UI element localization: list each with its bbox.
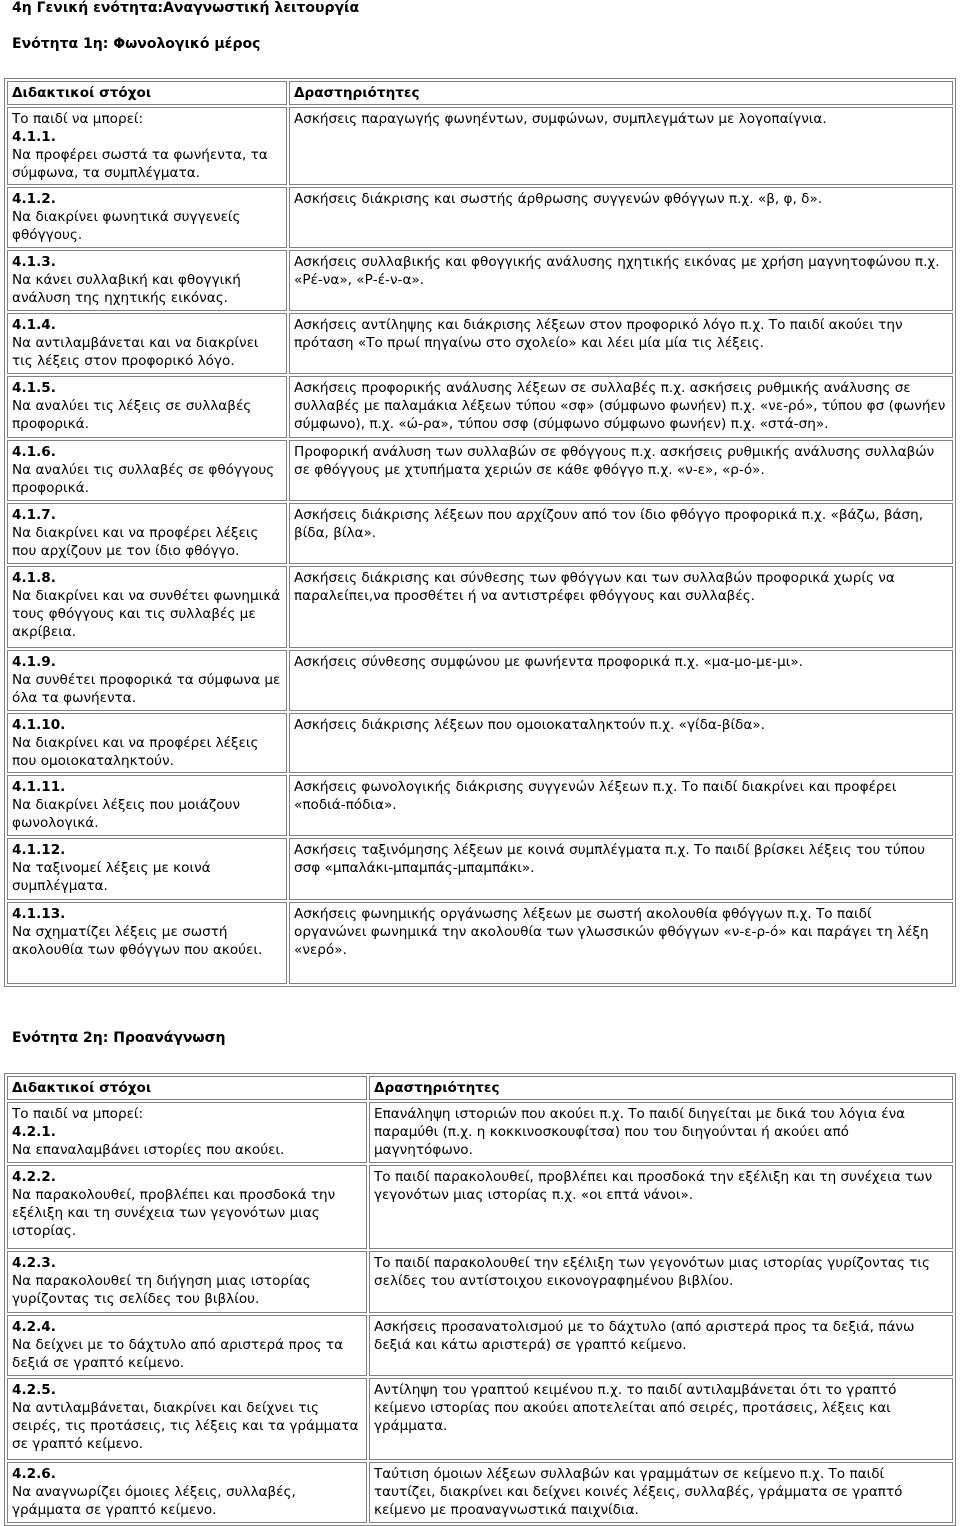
goal-cell [7, 250, 287, 311]
goal-cell [7, 902, 287, 984]
goal-text: Να κάνει συλλαβική και φθογγική ανάλυση της ηχητικής εικόνας. [12, 272, 241, 306]
activity-text: Ασκήσεις διάκρισης λέξεων που ομοιοκαταληκτούν π.χ. «γίδα-βίδα». [294, 717, 765, 733]
table-row [7, 440, 953, 501]
activities-header: Δραστηριότητες [369, 1076, 953, 1100]
table-row [7, 902, 953, 984]
goal-text: Να δείχνει με το δάχτυλο από αριστερά προς τα δεξιά σε γραπτό κείμενο. [12, 1337, 344, 1371]
goals-header: Διδακτικοί στόχοι [7, 81, 287, 105]
table-row [7, 775, 953, 836]
activity-text: Ασκήσεις διάκρισης και σωστής άρθρωσης συγγενών φθόγγων π.χ. «β, φ, δ». [294, 191, 823, 207]
table-row [7, 1251, 953, 1313]
table-row [7, 1165, 953, 1249]
unit1-title: Ενότητα 1η: Φωνολογικό μέρος [12, 36, 261, 52]
activity-text: Ασκήσεις παραγωγής φωνηέντων, συμφώνων, συμπλεγμάτων με λογοπαίγνια. [294, 111, 827, 127]
activity-text: Ασκήσεις συλλαβικής και φθογγικής ανάλυσης ηχητικής εικόνας με χρήση μαγνητοφώνου π.χ. «Ρέ-να», «Ρ-έ-ν-α». [294, 254, 940, 288]
activity-cell [289, 313, 953, 374]
activity-text: Ασκήσεις διάκρισης και σύνθεσης των φθόγγων και των συλλαβών προφορικά χωρίς να παραλείπει,να προσθέτει ή να αντιστρέφει φθόγγους και συλλαβές. [294, 570, 895, 604]
table-row [7, 250, 953, 311]
goal-code: 4.2.6. [12, 1466, 56, 1482]
activity-cell [369, 1102, 953, 1163]
table-row [7, 1315, 953, 1376]
goal-text: Να αναλύει τις λέξεις σε συλλαβές προφορικά. [12, 398, 252, 432]
goal-text: Να προφέρει σωστά τα φωνήεντα, τα σύμφωνα, τα συμπλέγματα. [12, 147, 268, 181]
activities-header: Δραστηριότητες [289, 81, 953, 105]
activity-cell [369, 1251, 953, 1313]
table-row [7, 1378, 953, 1460]
unit2-title: Ενότητα 2η: Προανάγνωση [12, 1030, 226, 1046]
activity-cell [289, 107, 953, 185]
goal-cell [7, 440, 287, 501]
activity-cell [289, 376, 953, 438]
goal-code: 4.1.7. [12, 507, 56, 523]
goal-cell [7, 107, 287, 185]
table-row [7, 838, 953, 900]
goal-text: Να παρακολουθεί, προβλέπει και προσδοκά την εξέλιξη και τη συνέχεια των γεγονότων μιας ιστορίας. [12, 1187, 336, 1239]
goal-code: 4.1.3. [12, 254, 56, 270]
activity-text: Ασκήσεις φωνημικής οργάνωσης λέξεων με σωστή ακολουθία φθόγγων π.χ. Το παιδί οργανώνει φωνημικά την ακολουθία των γλωσσικών φθόγγων «ν-ε-ρ-ό» και παράγει τη λέξη «νερό». [294, 906, 929, 958]
table-row [7, 650, 953, 711]
activity-cell [289, 650, 953, 711]
goal-code: 4.1.6. [12, 444, 56, 460]
goal-cell [7, 1315, 367, 1376]
goal-text: Να σχηματίζει λέξεις με σωστή ακολουθία των φθόγγων που ακούει. [12, 924, 263, 958]
goal-cell [7, 650, 287, 711]
goal-intro: Το παιδί να μπορεί: [12, 1106, 144, 1122]
activity-text: Ταύτιση όμοιων λέξεων συλλαβών και γραμμάτων σε κείμενο π.χ. Το παιδί ταυτίζει, διακρίνει και δείχνει κοινές λέξεις, συλλαβές, γράμματα σε γραπτό κείμενο με προαναγνωστικά παιχνίδια. [374, 1466, 903, 1518]
activity-cell [289, 503, 953, 564]
activity-text: Ασκήσεις σύνθεσης συμφώνου με φωνήεντα προφορικά π.χ. «μα-μο-με-μι». [294, 654, 803, 670]
goal-code: 4.1.2. [12, 191, 56, 207]
goal-cell [7, 566, 287, 648]
activity-cell [369, 1462, 953, 1523]
table-row [7, 107, 953, 185]
goal-code: 4.1.4. [12, 317, 56, 333]
activity-cell [369, 1378, 953, 1460]
goal-code: 4.2.3. [12, 1255, 56, 1271]
goal-text: Να αναγνωρίζει όμοιες λέξεις, συλλαβές, γράμματα σε γραπτό κείμενο. [12, 1484, 296, 1518]
goal-cell [7, 1102, 367, 1163]
goal-text: Να διακρίνει και να προφέρει λέξεις που ομοιοκαταληκτούν. [12, 735, 259, 769]
activity-cell [369, 1315, 953, 1376]
activity-text: Ασκήσεις αντίληψης και διάκρισης λέξεων στον προφορικό λόγο π.χ. Το παιδί ακούει την πρόταση «Το πρωί πηγαίνω στο σχολείο» και λέει μία μία τις λέξεις. [294, 317, 903, 351]
goal-text: Να αντιλαμβάνεται και να διακρίνει τις λέξεις στον προφορικό λόγο. [12, 335, 259, 369]
goal-cell [7, 1251, 367, 1313]
goal-cell [7, 313, 287, 374]
goal-text: Να διακρίνει και να προφέρει λέξεις που αρχίζουν με τον ίδιο φθόγγο. [12, 525, 259, 559]
activity-text: Ασκήσεις προσανατολισμού με το δάχτυλο (από αριστερά προς τα δεξιά, πάνω δεξιά και κάτω αριστερά) σε γραπτό κείμενο. [374, 1319, 915, 1353]
goal-code: 4.1.5. [12, 380, 56, 396]
goal-code: 4.1.10. [12, 717, 66, 733]
goal-cell [7, 1378, 367, 1460]
goal-text: Να διακρίνει και να συνθέτει φωνημικά τους φθόγγους και τις συλλαβές με ακρίβεια. [12, 588, 281, 640]
table-row [7, 503, 953, 564]
activity-text: Ασκήσεις φωνολογικής διάκρισης συγγενών λέξεων π.χ. Το παιδί διακρίνει και προφέρει «ποδιά-πόδια». [294, 779, 897, 813]
goal-code: 4.2.4. [12, 1319, 56, 1335]
goal-cell [7, 503, 287, 564]
goal-cell [7, 838, 287, 900]
goal-cell [7, 1165, 367, 1249]
goal-text: Να αντιλαμβάνεται, διακρίνει και δείχνει τις σειρές, τις προτάσεις, τις λέξεις και τα γράμματα σε γραπτό κείμενο. [12, 1400, 359, 1452]
activity-cell [289, 250, 953, 311]
goal-cell [7, 713, 287, 773]
goal-cell [7, 376, 287, 438]
goal-code: 4.1.12. [12, 842, 66, 858]
activity-text: Αντίληψη του γραπτού κειμένου π.χ. το παιδί αντιλαμβάνεται ότι το γραπτό κείμενο ιστορίας που ακούει αποτελείται από σειρές, προτάσεις, λέξεις και γράμματα. [374, 1382, 897, 1434]
goal-code: 4.1.8. [12, 570, 56, 586]
activity-text: Ασκήσεις διάκρισης λέξεων που αρχίζουν από τον ίδιο φθόγγο προφορικά π.χ. «βάζω, βάση, βίδα, βίλα». [294, 507, 924, 541]
activity-text: Το παιδί παρακολουθεί, προβλέπει και προσδοκά την εξέλιξη και τη συνέχεια των γεγονότων μιας ιστορίας π.χ. «οι επτά νάνοι». [374, 1169, 933, 1203]
goal-cell [7, 1462, 367, 1523]
goal-text: Να αναλύει τις συλλαβές σε φθόγγους προφορικά. [12, 462, 275, 496]
goal-text: Να διακρίνει λέξεις που μοιάζουν φωνολογικά. [12, 797, 241, 831]
activity-cell [369, 1165, 953, 1249]
activity-cell [289, 187, 953, 248]
goals-header: Διδακτικοί στόχοι [7, 1076, 367, 1100]
table-row [7, 187, 953, 248]
table-row [7, 376, 953, 438]
goal-text: Να ταξινομεί λέξεις με κοινά συμπλέγματα. [12, 860, 211, 894]
activity-text: Ασκήσεις προφορικής ανάλυσης λέξεων σε συλλαβές π.χ. ασκήσεις ρυθμικής ανάλυσης σε συλλαβές με παλαμάκια λέξεων τύπου «σφ» (σύμφωνο φωνήεν) π.χ. «νε-ρό», τύπου φσ (φωνήεν σύμφωνο), π.χ. «ώ-ρα», τύπου σσφ (σύμφωνο σύμφωνο φωνήεν) π.χ. «στά-ση». [294, 380, 946, 432]
activity-text: Επανάληψη ιστοριών που ακούει π.χ. Το παιδί διηγείται με δικά του λόγια ένα παραμύθι (π.χ. η κοκκινοσκουφίτσα) που του διηγούνται ή ακούει από μαγνητόφωνο. [374, 1106, 906, 1158]
activity-text: Ασκήσεις ταξινόμησης λέξεων με κοινά συμπλέγματα π.χ. Το παιδί βρίσκει λέξεις του τύπου σσφ «μπαλάκι-μπαμπάς-μπαμπάκι». [294, 842, 926, 876]
goal-intro: Το παιδί να μπορεί: [12, 111, 144, 127]
goal-code: 4.2.5. [12, 1382, 56, 1398]
section-title: 4η Γενική ενότητα:Αναγνωστική λειτουργία [12, 0, 360, 16]
table-row [7, 1102, 953, 1163]
activity-cell [289, 440, 953, 501]
goal-code: 4.1.9. [12, 654, 56, 670]
goal-text: Να παρακολουθεί τη διήγηση μιας ιστορίας γυρίζοντας τις σελίδες του βιβλίου. [12, 1273, 311, 1307]
table-row [7, 313, 953, 374]
goal-code: 4.2.1. [12, 1124, 56, 1140]
unit1-table [4, 78, 956, 987]
goal-code: 4.1.11. [12, 779, 66, 795]
goal-code: 4.1.1. [12, 129, 56, 145]
activity-text: Προφορική ανάλυση των συλλαβών σε φθόγγους π.χ. ασκήσεις ρυθμικής ανάλυσης συλλαβών σε φθόγγους με χτυπήματα χεριών σε κάθε φθόγγο π.χ. «ν-ε», «ρ-ό». [294, 444, 935, 478]
table-row [7, 713, 953, 773]
goal-cell [7, 775, 287, 836]
goal-code: 4.2.2. [12, 1169, 56, 1185]
activity-text: Το παιδί παρακολουθεί την εξέλιξη των γεγονότων μιας ιστορίας γυρίζοντας τις σελίδες του αντίστοιχου εικονογραφημένου βιβλίου. [374, 1255, 930, 1289]
goal-text: Να επαναλαμβάνει ιστορίες που ακούει. [12, 1142, 285, 1158]
activity-cell [289, 838, 953, 900]
goal-code: 4.1.13. [12, 906, 66, 922]
activity-cell [289, 566, 953, 648]
goal-text: Να διακρίνει φωνητικά συγγενείς φθόγγους. [12, 209, 241, 243]
table-row [7, 1462, 953, 1523]
unit2-table [4, 1073, 956, 1526]
table-row [7, 566, 953, 648]
goal-cell [7, 187, 287, 248]
activity-cell [289, 713, 953, 773]
activity-cell [289, 775, 953, 836]
goal-text: Να συνθέτει προφορικά τα σύμφωνα με όλα τα φωνήεντα. [12, 672, 281, 706]
activity-cell [289, 902, 953, 984]
